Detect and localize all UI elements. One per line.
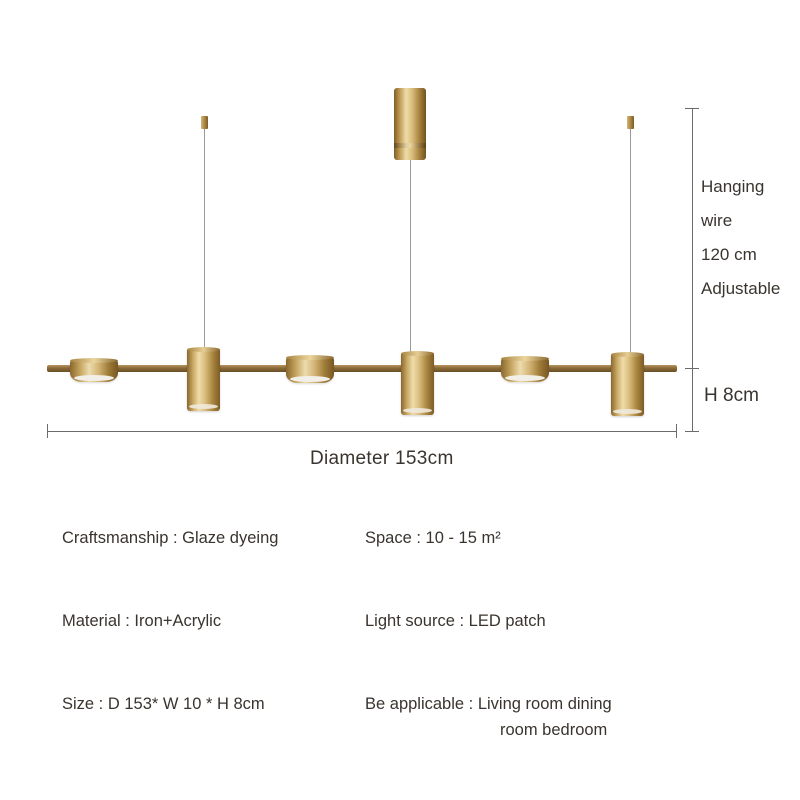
hanging-wire-center bbox=[410, 160, 411, 356]
ceiling-canopy-cylinder bbox=[394, 88, 426, 160]
spec-space: Space : 10 - 15 m² bbox=[365, 529, 501, 547]
lamp-disc-3 bbox=[501, 358, 549, 382]
spec-row bbox=[0, 525, 800, 608]
height-label: H 8cm bbox=[704, 385, 759, 406]
diameter-tick-left bbox=[47, 424, 48, 438]
spec-material: Material : Iron+Acrylic bbox=[62, 612, 222, 630]
lamp-cylinder-3 bbox=[611, 354, 644, 416]
spec-craftsmanship: Craftsmanship : Glaze dyeing bbox=[62, 529, 279, 547]
spec-col-right bbox=[365, 608, 800, 691]
spec-row bbox=[0, 691, 800, 774]
hanging-wire-label bbox=[701, 170, 800, 306]
lamp-lens bbox=[613, 409, 641, 414]
fixture-bar bbox=[47, 365, 677, 372]
lamp-disc-1 bbox=[70, 360, 118, 382]
lamp-top-ring bbox=[286, 355, 334, 360]
lamp-lens bbox=[74, 375, 114, 381]
hanging-wire-right bbox=[630, 128, 631, 356]
hanging-wire-line-2: wire bbox=[701, 211, 733, 230]
lamp-top-ring bbox=[501, 356, 549, 361]
lamp-top-ring bbox=[401, 351, 434, 356]
lamp-top-ring bbox=[187, 347, 220, 352]
lamp-lens bbox=[290, 376, 330, 382]
diameter-dimension-line bbox=[47, 431, 677, 432]
vertical-tick-mid bbox=[685, 368, 699, 369]
spec-size: Size : D 153* W 10 * H 8cm bbox=[62, 695, 265, 713]
lamp-lens bbox=[189, 404, 217, 409]
spec-applicable-continued bbox=[365, 717, 800, 743]
specification-list bbox=[0, 525, 800, 774]
hanging-wire-line-3: 120 cm bbox=[701, 245, 757, 264]
spec-row bbox=[0, 608, 800, 691]
vertical-tick-bottom bbox=[685, 431, 699, 432]
spec-col-left bbox=[0, 608, 365, 691]
lamp-top-ring bbox=[611, 352, 644, 357]
spec-applicable: Be applicable : Living room dining bbox=[365, 695, 612, 713]
vertical-tick-top bbox=[685, 108, 699, 109]
spec-applicable-continuation-text: room bedroom bbox=[500, 721, 608, 739]
diameter-label: Diameter 153cm bbox=[310, 448, 454, 469]
lamp-lens bbox=[403, 408, 431, 413]
spec-light-source: Light source : LED patch bbox=[365, 612, 546, 630]
spec-col-left bbox=[0, 691, 365, 774]
diameter-tick-right bbox=[676, 424, 677, 438]
wire-cap-right bbox=[627, 116, 634, 129]
lamp-disc-2 bbox=[286, 357, 334, 383]
spec-col-left bbox=[0, 525, 365, 608]
canopy-ring bbox=[394, 143, 426, 148]
hanging-wire-left bbox=[204, 128, 205, 352]
lamp-cylinder-2 bbox=[401, 353, 434, 415]
hanging-wire-line-1: Hanging bbox=[701, 177, 765, 196]
spec-col-right bbox=[365, 525, 800, 608]
wire-cap-left bbox=[201, 116, 208, 129]
spec-col-right bbox=[365, 691, 800, 774]
lamp-lens bbox=[505, 375, 545, 381]
vertical-dimension-line bbox=[692, 108, 693, 432]
hanging-wire-line-4: Adjustable bbox=[701, 279, 781, 298]
lamp-top-ring bbox=[70, 358, 118, 363]
lamp-cylinder-1 bbox=[187, 349, 220, 411]
